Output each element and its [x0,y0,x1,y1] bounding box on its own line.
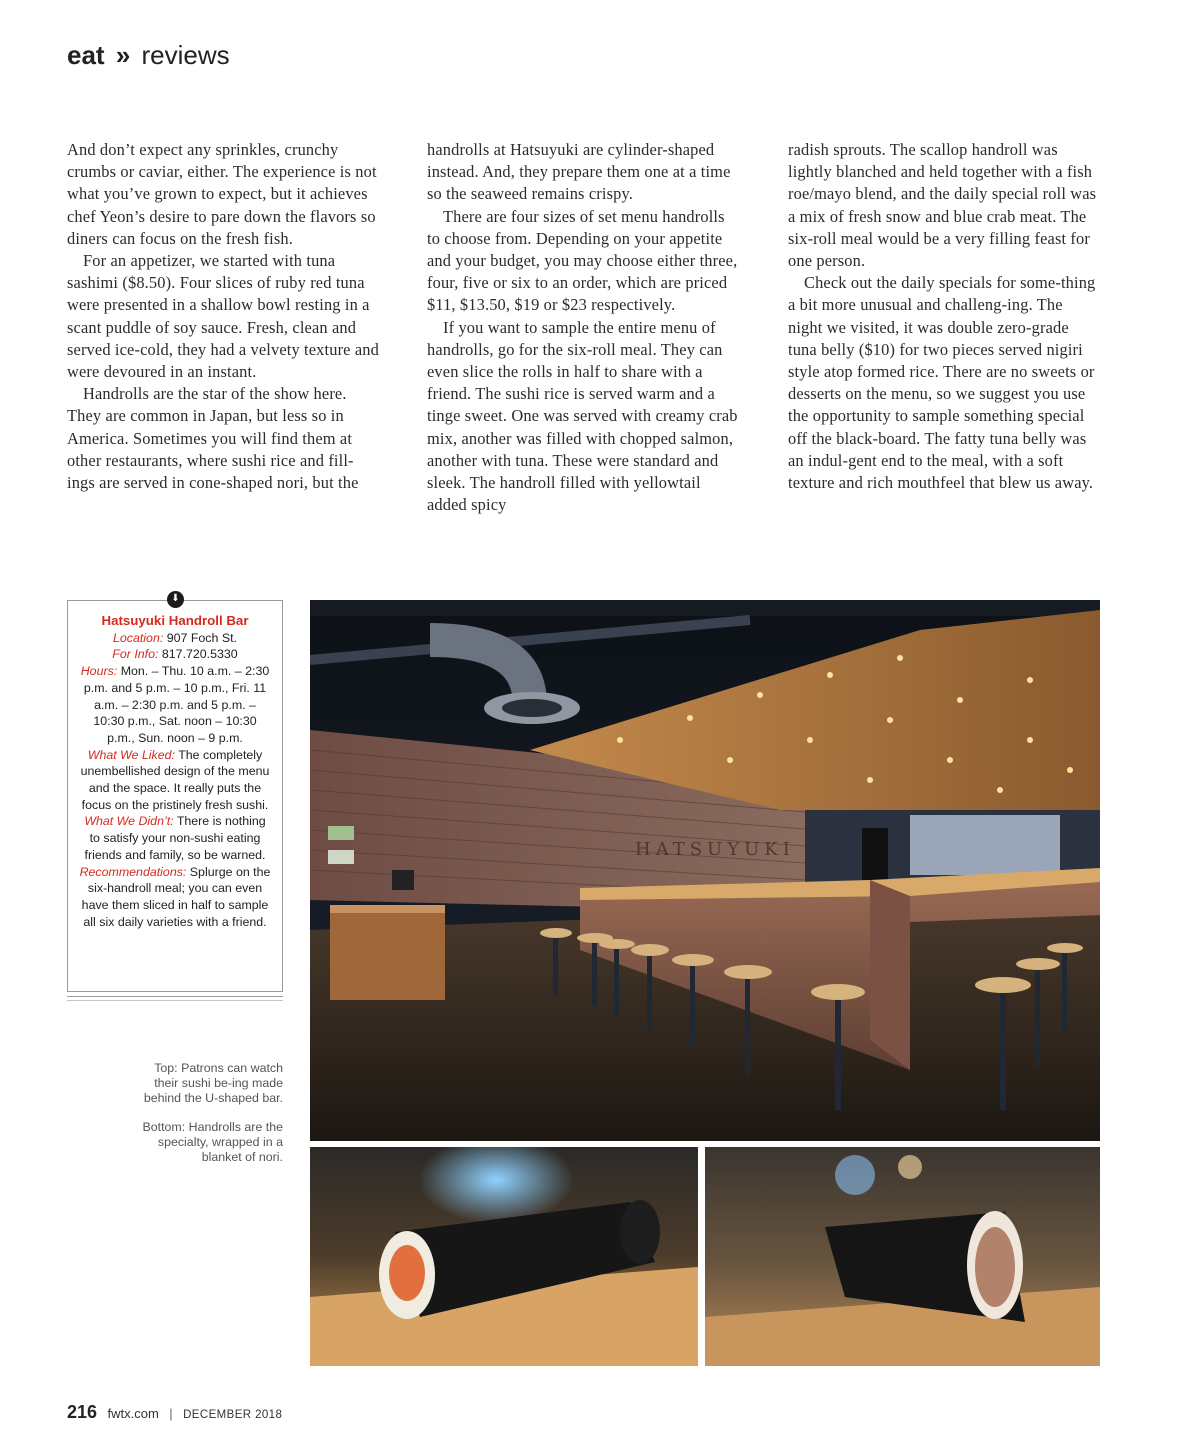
article-paragraph: Check out the daily specials for some-thing a bit more unusual and challeng-ing. The night we visited, it was double zero-grade tuna belly ($10) for two pieces served nigiri style atop formed rice. There are no sweets or desserts on the menu, so we suggest you use the opportunity to sample something special off the black-board. The fatty tuna belly was an indul-gent end to the meal, with a soft texture and rich mouthfeel that blew us away. [788,273,1096,493]
article-column-2 [427,139,739,516]
chevron-down-icon: ⬇ [167,591,184,608]
issue-date: DECEMBER 2018 [183,1409,283,1421]
page-number: 216 [67,1402,98,1422]
article-paragraph: If you want to sample the entire menu of handrolls, go for the six-roll meal. They can even slice the rolls in half to share with a friend. The sushi rice is served warm and a tinge sweet. One was served with creamy crab mix, another was filled with chopped salmon, another with tuna. These were standard and sleek. The handroll filled with yellowtail added spicy [427,317,738,515]
subsection-label: reviews [141,40,230,70]
caption-top: Top: Patrons can watch their sushi be-ing made behind the U-shaped bar. [143,1061,283,1105]
page-footer [67,1402,282,1423]
article-paragraph: There are four sizes of set menu handrolls to choose from. Depending on your appetite and your budget, you may choose either three, four, five or six to an order, which are priced $11, $13.50, $19 or $23 respectively. [427,206,738,315]
wall-sign: HATSUYUKI [635,839,795,860]
info-didnt [78,813,272,863]
salmon-handroll-photo [310,1147,698,1366]
phone-value: 817.720.5330 [161,647,238,662]
location-label: Location: [112,630,164,645]
restaurant-info [78,613,272,930]
section-label: eat [67,40,105,70]
article-paragraph: And don’t expect any sprinkles, crunchy crumbs or caviar, either. The experience is not what you’ve grown to expect, but it achieves chef Yeon’s desire to pare down the flavors so diners can focus on the fresh fish. [67,140,377,248]
hours-label: Hours: [80,664,118,679]
didnt-label: What We Didn’t: [84,814,174,829]
article-column-1 [67,139,379,494]
article-column-3 [788,139,1100,494]
restaurant-interior-photo [310,600,1100,1141]
didnt-value: There is nothing to satisfy your non-sushi eating friends and family, so be warned. [84,814,266,862]
liked-value: The completely unembellished design of the menu and the space. It really puts the focus on the pristinely fresh sushi. [80,747,270,812]
location-value: 907 Foch St. [166,630,237,645]
section-separator: » [115,40,131,70]
info-hours [78,663,272,747]
caption-bottom: Bottom: Handrolls are the specialty, wrapped in a blanket of nori. [142,1119,283,1164]
info-location [78,630,272,647]
liked-label: What We Liked: [87,747,175,762]
recommendations-value: Splurge on the six-handroll meal; you can even have them sliced in half to sample all six daily varieties with a friend. [81,864,271,929]
info-phone [78,646,272,663]
info-recommendations [78,864,272,931]
photo-captions [132,1061,283,1179]
hours-value: Mon. – Thu. 10 a.m. – 2:30 p.m. and 5 p.m. – 10 p.m., Fri. 11 a.m. – 2:30 p.m. and 5 p.m. – 10:30 p.m., Sat. noon – 10:30 p.m., Sun. noon – 9 p.m. [83,664,270,745]
article-paragraph: handrolls at Hatsuyuki are cylinder-shaped instead. And, they prepare them one at a time so the seaweed remains crispy. [427,140,731,204]
tuna-handroll-photo [705,1147,1100,1366]
restaurant-name: Hatsuyuki Handroll Bar [101,613,249,628]
article-paragraph: For an appetizer, we started with tuna sashimi ($8.50). Four slices of ruby red tuna were presented in a shallow bowl resting in a scant puddle of soy sauce. Fresh, clean and served ice-cold, they had a velvety texture and were devoured in an instant. [67,251,379,382]
article-paragraph: radish sprouts. The scallop handroll was lightly blanched and held together with a fish roe/mayo blend, and the daily special roll was a mix of fresh snow and blue crab meat. The six-roll meal would be a very filling feast for one person. [788,140,1097,271]
info-box-rule [67,1000,283,1001]
article-paragraph: Handrolls are the star of the show here. They are common in Japan, but less so in America. Sometimes you will find them at other restaurants, where sushi rice and fill-ings are served in cone-shaped nori, but the [67,384,359,493]
site-name: fwtx.com [107,1406,159,1421]
info-box-rule [67,996,283,997]
info-liked [78,747,272,814]
footer-divider: | [169,1406,173,1421]
recommendations-label: Recommendations: [79,864,187,879]
phone-label: For Info: [112,647,159,662]
section-header [67,40,230,71]
